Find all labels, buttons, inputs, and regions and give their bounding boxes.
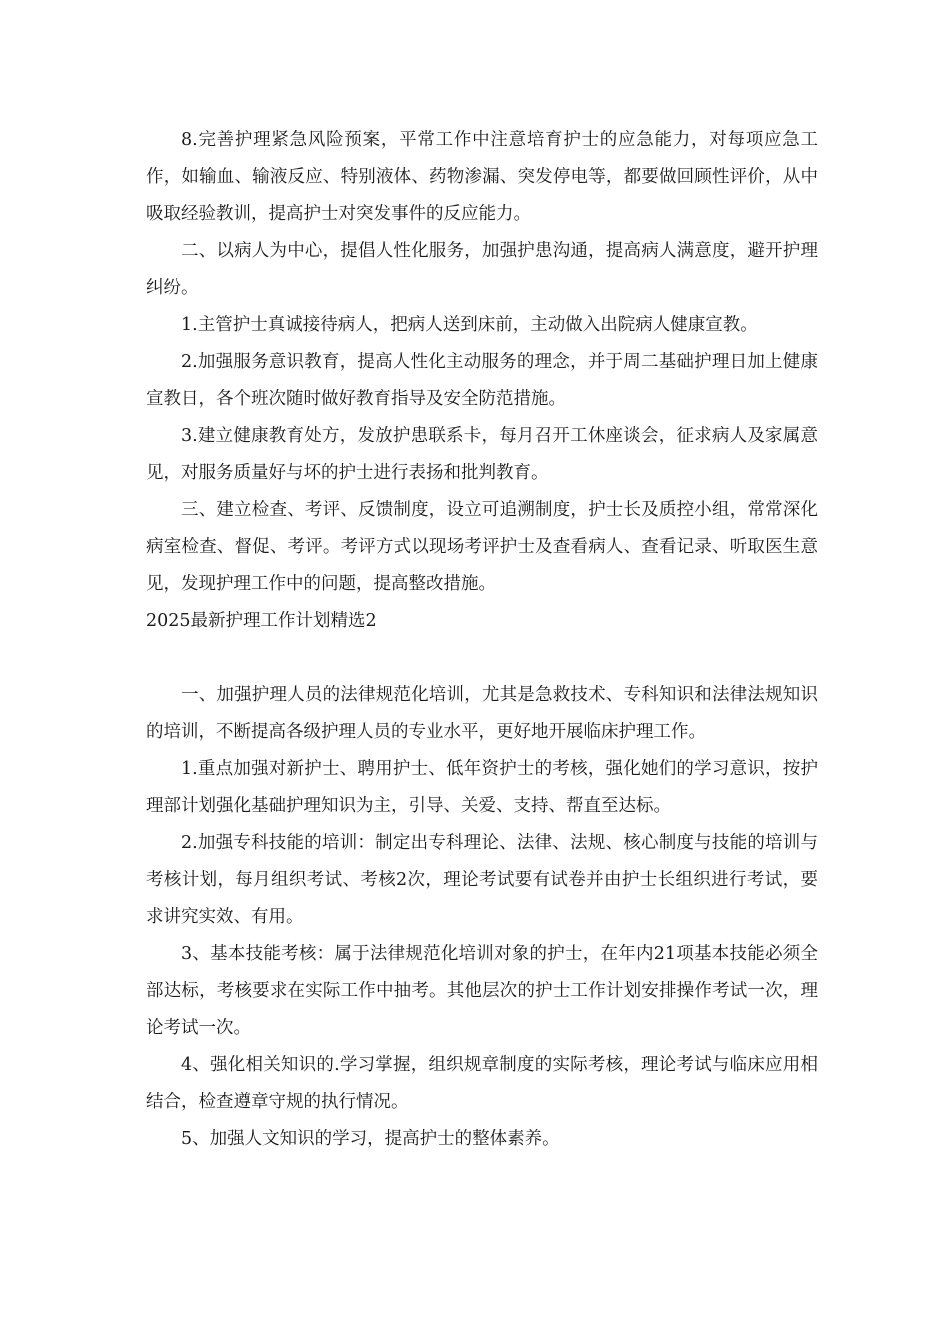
paragraph-nurse-reception: 1.主管护士真诚接待病人，把病人送到床前，主动做入出院病人健康宣教。 [181,315,758,335]
paragraph-humanities: 5、加强人文知识的学习，提高护士的整体素养。 [181,1129,560,1149]
paragraph-legal-training: 一、加强护理人员的法律规范化培训，尤其是急救技术、专科知识和法律法规知识的培训，不断提高各级护理人员的专业水平，更好地开展临床护理工作。 [146,685,818,742]
paragraph-emergency-plan: 8.完善护理紧急风险预案，平常工作中注意培育护士的应急能力，对每项应急工作，如输血、输液反应、特别液体、药物渗漏、突发停电等，都要做回顾性评价，从中吸取经验教训，提高护士对突发事件的反应能力。 [146,130,818,224]
paragraph-service-awareness: 2.加强服务意识教育，提高人性化主动服务的理念，并于周二基础护理日加上健康宣教日，各个班次随时做好教育指导及安全防范措施。 [146,352,818,409]
blank-line [146,640,818,677]
paragraph-health-education: 3.建立健康教育处方，发放护患联系卡，每月召开工休座谈会，征求病人及家属意见，对服务质量好与坏的护士进行表扬和批判教育。 [146,426,818,483]
document-page [146,122,818,1158]
paragraph-basic-skills: 3、基本技能考核：属于法律规范化培训对象的护士，在年内21项基本技能必须全部达标，考核要求在实际工作中抽考。其他层次的护士工作计划安排操作考试一次，理论考试一次。 [146,944,818,1038]
paragraph-inspection-system: 三、建立检查、考评、反馈制度，设立可追溯制度，护士长及质控小组，常常深化病室检查、督促、考评。考评方式以现场考评护士及查看病人、查看记录、听取医生意见，发现护理工作中的问题，提高整改措施。 [146,500,818,594]
paragraph-new-nurse-assessment: 1.重点加强对新护士、聘用护士、低年资护士的考核，强化她们的学习意识，按护理部计划强化基础护理知识为主，引导、关爱、支持、帮直至达标。 [146,759,818,816]
paragraph-related-knowledge: 4、强化相关知识的.学习掌握，组织规章制度的实际考核，理论考试与临床应用相结合，检查遵章守规的执行情况。 [146,1055,818,1112]
paragraph-specialty-training: 2.加强专科技能的培训：制定出专科理论、法律、法规、核心制度与技能的培训与考核计划，每月组织考试、考核2次，理论考试要有试卷并由护士长组织进行考试，要求讲究实效、有用。 [146,833,818,927]
section-heading: 2025最新护理工作计划精选2 [146,611,377,631]
paragraph-patient-centered: 二、以病人为中心，提倡人性化服务，加强护患沟通，提高病人满意度，避开护理纠纷。 [146,241,818,298]
